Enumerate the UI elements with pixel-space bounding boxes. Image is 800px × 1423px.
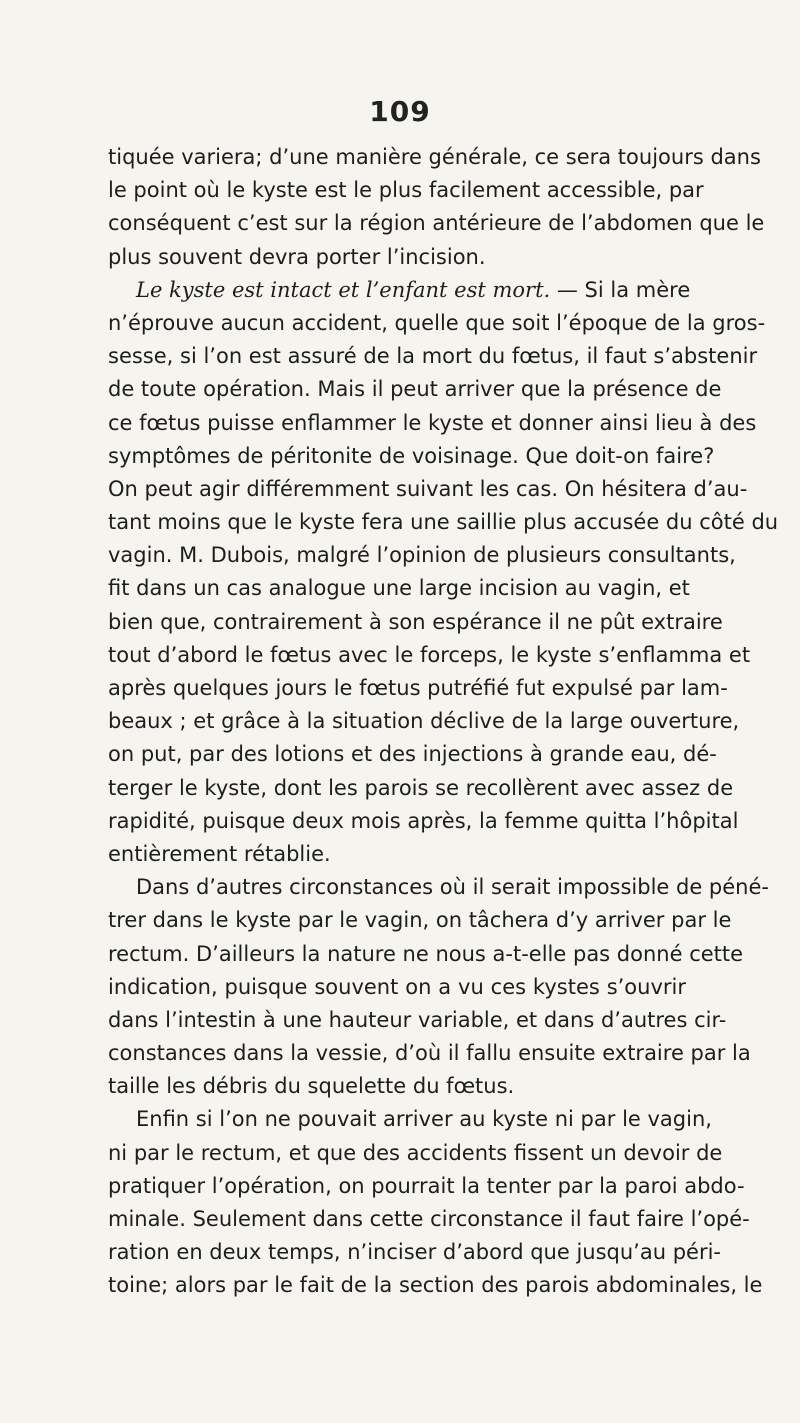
text-line xyxy=(108,705,740,738)
text-line xyxy=(108,938,744,971)
body-text xyxy=(108,141,779,1303)
text-line xyxy=(108,772,734,805)
line-text: — Si la mère xyxy=(550,277,691,302)
text-line xyxy=(108,340,758,373)
text-line xyxy=(108,1236,721,1269)
line-text: trer dans le kyste par le vagin, on tâchera d’y arriver par le xyxy=(108,908,732,933)
text-line xyxy=(108,971,686,1004)
text-line xyxy=(108,1004,727,1037)
text-line xyxy=(108,1203,750,1236)
text-line xyxy=(108,141,761,174)
text-line xyxy=(108,539,736,572)
line-text: Dans d’autres circonstances où il serait impossible de péné- xyxy=(136,875,769,900)
text-line xyxy=(108,871,769,904)
line-text: rapidité, puisque deux mois après, la femme quitta l’hôpital xyxy=(108,808,739,833)
line-text: Enfin si l’on ne pouvait arriver au kyste ni par le vagin, xyxy=(136,1107,712,1132)
page-number: 109 xyxy=(369,95,431,128)
line-text: toine; alors par le fait de la section des parois abdominales, le xyxy=(108,1273,763,1298)
text-line xyxy=(108,473,748,506)
text-line xyxy=(108,672,728,705)
line-text: beaux ; et grâce à la situation déclive de la large ouverture, xyxy=(108,709,740,734)
text-line xyxy=(108,639,751,672)
text-line xyxy=(108,174,704,207)
text-line xyxy=(108,373,722,406)
line-text: minale. Seulement dans cette circonstance il faut faire l’opé- xyxy=(108,1207,750,1231)
line-text: n’éprouve aucun accident, quelle que soit l’époque de la gros- xyxy=(108,310,766,335)
line-text: ni par le rectum, et que des accidents fissent un devoir de xyxy=(108,1140,723,1165)
text-line xyxy=(108,407,757,440)
text-line xyxy=(108,572,690,605)
line-text: constances dans la vessie, d’où il fallu ensuite extraire par la xyxy=(108,1041,751,1066)
text-line xyxy=(108,838,686,871)
line-text: indication, puisque souvent on a vu ces kystes s’ouvrir xyxy=(108,974,686,999)
text-line xyxy=(108,274,691,307)
text-line xyxy=(108,1137,723,1170)
line-text: entièrement rétablie. xyxy=(108,841,331,866)
line-text: le point où le kyste est le plus facilement accessible, par xyxy=(108,178,704,203)
text-line xyxy=(108,738,717,771)
text-line xyxy=(108,440,715,473)
line-text: rectum. D’ailleurs la nature ne nous a-t-elle pas donné cette xyxy=(108,941,744,966)
line-text: terger le kyste, dont les parois se recollèrent avec assez de xyxy=(108,775,734,800)
line-text: tout d’abord le fœtus avec le forceps, le kyste s’enflamma et xyxy=(108,642,751,667)
line-text: vagin. M. Dubois, malgré l’opinion de plusieurs consultants, xyxy=(108,543,736,568)
text-line xyxy=(108,1170,745,1203)
text-line xyxy=(108,904,732,937)
text-line xyxy=(108,207,765,240)
line-text: dans l’intestin à une hauteur variable, et dans d’autres cir- xyxy=(108,1007,727,1032)
line-text: pratiquer l’opération, on pourrait la tenter par la paroi abdo- xyxy=(108,1173,745,1198)
line-text: de toute opération. Mais il peut arriver que la présence de xyxy=(108,377,722,402)
line-text: tant moins que le kyste fera une saillie plus accusée du côté du xyxy=(108,510,779,535)
text-line xyxy=(108,506,779,539)
line-text: ration en deux temps, n’inciser d’abord que jusqu’au péri- xyxy=(108,1240,721,1265)
section-heading-italic: Le kyste est intact et l’enfant est mort. xyxy=(136,277,551,302)
line-text: conséquent c’est sur la région antérieure de l’abdomen que le xyxy=(108,211,765,236)
line-text: tiquée variera; d’une manière générale, ce sera toujours dans xyxy=(108,145,761,169)
line-text: plus souvent devra porter l’incision. xyxy=(108,244,486,269)
line-text: fit dans un cas analogue une large incision au vagin, et xyxy=(108,576,690,601)
line-text: symptômes de péritonite de voisinage. Que doit-on faire? xyxy=(108,443,715,468)
text-line xyxy=(108,241,686,274)
text-line xyxy=(108,805,739,838)
line-text: bien que, contrairement à son espérance il ne pût extraire xyxy=(108,609,723,634)
text-line xyxy=(108,1037,751,1070)
text-line xyxy=(108,1269,763,1302)
text-line xyxy=(108,307,766,340)
text-line xyxy=(108,1070,686,1103)
line-text: taille les débris du squelette du fœtus. xyxy=(108,1074,515,1099)
line-text: On peut agir différemment suivant les cas. On hésitera d’au- xyxy=(108,476,748,501)
line-text: ce fœtus puisse enflammer le kyste et donner ainsi lieu à des xyxy=(108,410,757,435)
line-text: sesse, si l’on est assuré de la mort du fœtus, il faut s’abstenir xyxy=(108,344,758,369)
line-text: on put, par des lotions et des injections à grande eau, dé- xyxy=(108,742,717,767)
line-text: après quelques jours le fœtus putréfié fut expulsé par lam- xyxy=(108,676,728,700)
text-line xyxy=(108,606,723,639)
text-line xyxy=(108,1103,712,1136)
